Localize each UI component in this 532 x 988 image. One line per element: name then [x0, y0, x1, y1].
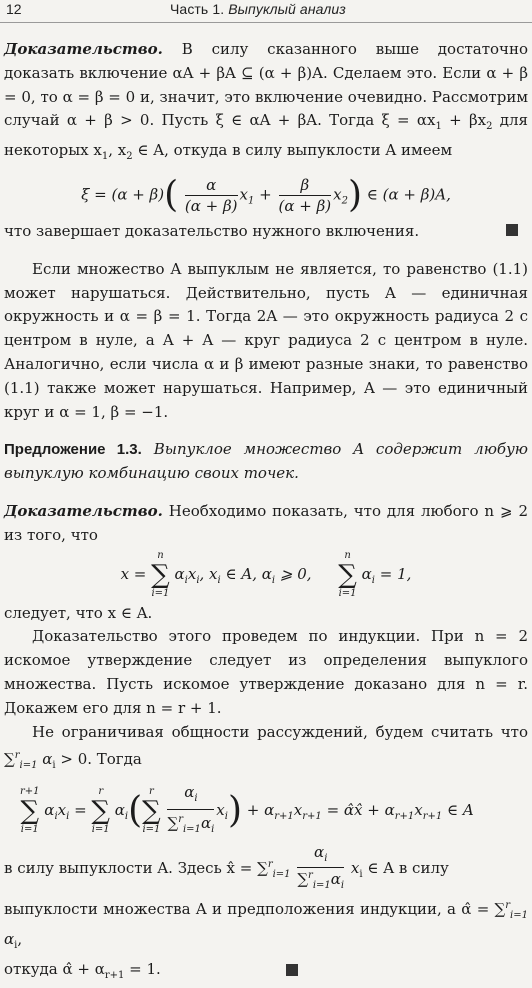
formula-part: α [42, 750, 53, 769]
formula-induction-step: r+1 ∑ i=1 $\alpha_ix_i$ = r ∑ i=1 $\alpha_i$( r ∑ i=1 $\frac{\alpha_i}{\sum^r_{i=1}\alpha_i}$ $x_i) + \alpha_{r+1}x_{r+1}$ = α̂x̂ + $\alpha_{r+1}x_{r+1}$ ∈ A [4, 782, 528, 840]
proof-text: В силу сказанного выше достаточно доказать включение αA + βA ⊆ (α + β)A. Сделаем это. Если α + β = 0, то α = β = 0 и, значит, это включение очевидно. Рассмотрим случай α + β > 0. Пусть ξ ∈ αA + βA. Тогда ξ = αx [4, 40, 528, 130]
page-body [4, 38, 528, 988]
closing-line-3 [4, 958, 528, 988]
sum-symbol: r ∑ i=1 [91, 786, 110, 836]
remark-paragraph: Если множество A выпуклым не является, то равенство (1.1) может нарушаться. Действительно, пусть A — единичная окружность и α = β = 1. Тогда 2A — это окружность радиуса 2 с центром в нуле, а A + A — круг радиуса 2 с центром в нуле. Аналогично, если числа α и β имеют разные знаки, то равенство (1.1) также может нарушаться. Например, A — это единичный круг и α = 1, β = −1. [4, 259, 528, 421]
qed-mark [506, 224, 518, 236]
fraction: $\frac{\alpha_i}{\sum^r_{i=1}\alpha_i}$ [167, 783, 215, 836]
sum-symbol: n ∑ i=1 [338, 549, 357, 599]
formula-part: ∈ A, α [225, 564, 272, 583]
sum-lower: i=1 [20, 824, 39, 836]
fraction-num: α [185, 175, 238, 196]
formula-part: ⩾ 0, [279, 564, 312, 583]
formula-part: ∈ (α + β)A, [366, 185, 451, 204]
page-number: 12 [6, 1, 22, 17]
sum-upper: r [98, 786, 104, 798]
formula-part: = 1, [379, 564, 412, 583]
proof-label: Доказательство. [4, 40, 163, 58]
formula-part: ξ = (α + β) [81, 185, 165, 204]
sum-upper: r+1 [20, 786, 40, 798]
sum-upper: n [344, 549, 351, 561]
proof-text: , [17, 929, 23, 948]
sum-lower: i=1 [91, 824, 110, 836]
proof-text: Не ограничивая общности рассуждений, будем считать что [32, 722, 528, 741]
sum-lower: i=1 [142, 824, 161, 836]
formula-part: α [4, 929, 15, 948]
proof-text: для некоторых x [4, 111, 528, 160]
sum-lower: i=1 [338, 587, 357, 599]
proof-paragraph-2 [4, 500, 528, 548]
formula-convex-combination: x = n ∑ i=1 $\alpha_ix_i$, $x_i$ ∈ A, $\alpha_i$ ⩾ 0, n ∑ i=1 $\alpha_i = 1$, [120, 549, 412, 599]
induction-paragraph: Доказательство этого проведем по индукции. При n = 2 искомое утверждение следует из определения выпуклого множества. Пусть искомое утверждение доказано для n = r. Докажем его для n = r + 1. [4, 627, 528, 717]
proof-text: ∈ A в силу [367, 859, 449, 878]
formula-part: x [350, 859, 360, 878]
chapter-title: Выпуклый анализ [228, 1, 346, 17]
sum-upper: n [157, 549, 164, 561]
fraction-num: β [279, 175, 332, 196]
running-header [0, 0, 532, 23]
proof-text: > 0. Тогда [60, 750, 142, 769]
proof-text: + βx [449, 111, 487, 130]
formula-part: x [293, 801, 303, 820]
running-title [170, 1, 346, 17]
fraction [185, 175, 238, 216]
formula-part: ∈ A [447, 801, 474, 820]
formula-part: , x [199, 564, 218, 583]
formula-part: α [174, 564, 185, 583]
proof-label: Доказательство. [4, 501, 163, 520]
closing-line-1: в силу выпуклости A. Здесь x̂ = ∑$^r_{i=1}$ $\frac{\alpha_i}{\sum^r_{i=1}\alpha_i}$ $x_i$ ∈ A в силу [4, 844, 528, 894]
fraction: $\frac{\alpha_i}{\sum^r_{i=1}\alpha_i}$ [297, 843, 345, 892]
sum-lower: i=1 [151, 587, 170, 599]
proposition [4, 438, 528, 486]
proof-text: = 1. [129, 959, 161, 978]
fraction-den: (α + β) [184, 196, 238, 215]
formula-part: = α̂x̂ + α [326, 801, 395, 820]
proof-tail: что завершает доказательство нужного включения. [4, 221, 420, 240]
proof-text: выпуклости множества A и предположения индукции, а α̂ = [4, 900, 490, 919]
sum-symbol: r+1 ∑ i=1 [20, 786, 40, 836]
sum-symbol: r ∑ i=1 [142, 786, 161, 836]
proof-end-line [4, 220, 528, 244]
proof-text: в силу выпуклости A. Здесь x̂ = [4, 859, 253, 878]
fraction-den: (α + β) [278, 196, 332, 215]
proof-text: , x [108, 141, 127, 160]
wlog-paragraph: Не ограничивая общности рассуждений, будем считать что ∑$^r_{i=1}$ $\alpha_i > 0$. Тогда [4, 722, 528, 772]
qed-mark [286, 964, 298, 976]
closing-line-2: выпуклости множества A и предположения индукции, а α̂ = ∑$^r_{i=1}$ $\alpha_i$, [4, 900, 528, 951]
proof-text-line: откуда α̂ + $\alpha_{r+1} = 1$. [4, 959, 161, 981]
proof-text: ∈ A, откуда в силу выпуклости A имеем [137, 141, 453, 160]
proposition-label: Предложение 1.3. [4, 441, 142, 459]
formula-xi: ξ = (α + β)( $\frac{\alpha}{(\alpha + \beta)}$ $x_1$ + $\frac{\beta}{(\alpha + \beta)}$ $x_2$) ∈ (α + β)A, [81, 174, 451, 216]
sum-upper: r [149, 786, 154, 798]
proof-paragraph-1: Доказательство. В силу сказанного выше достаточно доказать включение αA + βA ⊆ (α + β)A. Сделаем это. Если α + β = 0, то α = β = 0 и, значит, это включение очевидно. Рассмотрим случай α + β > 0. Пусть ξ ∈ αA + βA. Тогда $\xi = \alpha x_1 + \beta x_2$ для некоторых $x_1$, $x_2$ ∈ A, откуда в силу выпуклости A имеем [4, 40, 528, 163]
part-label: Часть 1. [170, 1, 225, 17]
formula-part: x [414, 801, 423, 820]
proposition-text: Выпуклое множество A содержит любую выпуклую комбинацию своих точек. [4, 440, 528, 483]
proof-text: Необходимо показать, что для любого n ⩾ 2 из того, что [4, 501, 528, 544]
formula-part: x = [120, 564, 147, 583]
formula-part: + α [246, 801, 275, 820]
proof-text: откуда α̂ + α [4, 959, 105, 978]
proof-text: следует, что x ∈ A. [4, 603, 153, 622]
fraction [279, 175, 332, 216]
sum-symbol: n ∑ i=1 [151, 549, 170, 599]
